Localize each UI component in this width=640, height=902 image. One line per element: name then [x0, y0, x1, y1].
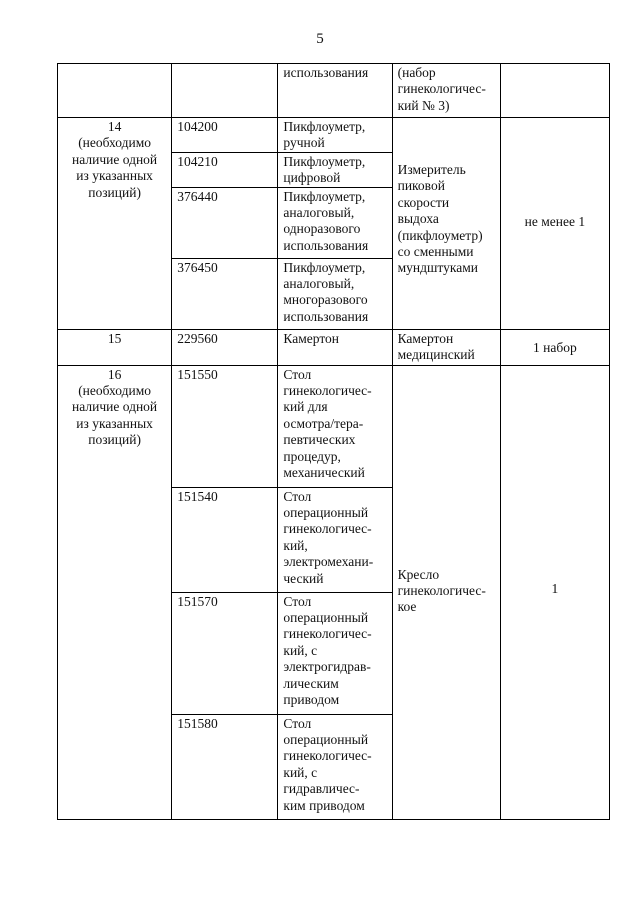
- cell-code: [172, 258, 278, 329]
- name-line: ческий: [283, 570, 324, 586]
- row-note: позиций): [88, 184, 141, 200]
- name-line: Стол: [283, 366, 312, 382]
- row-note: из указанных: [76, 168, 153, 184]
- cell-name: [278, 64, 392, 118]
- row-note: позиций): [88, 432, 141, 448]
- name-line: осмотра/тера-: [283, 415, 364, 431]
- name-line: операционный: [283, 610, 369, 626]
- name-line: певтических: [283, 432, 356, 448]
- name-line: ким приводом: [283, 797, 365, 813]
- table-row-14: [58, 118, 610, 153]
- page-number: 5: [316, 31, 324, 47]
- name-line: электрогидрав-: [283, 659, 371, 675]
- row-number: 15: [107, 330, 122, 346]
- name-line: операционный: [283, 732, 369, 748]
- table-row-16: [58, 365, 610, 487]
- code-text: 104200: [177, 119, 218, 134]
- name-line: гинекологичес-: [283, 521, 372, 537]
- cell-name: [278, 487, 392, 592]
- cell-code: [172, 365, 278, 487]
- row-number: 14: [107, 119, 122, 134]
- name-line: кий для: [283, 399, 328, 415]
- cell-name: [278, 365, 392, 487]
- name-line: гинекологичес-: [283, 626, 372, 642]
- cell-type: [392, 118, 500, 330]
- row-note: (необходимо: [78, 383, 151, 399]
- cell-type: [392, 365, 500, 819]
- code-text: 151550: [177, 366, 218, 382]
- quantity-text: не менее 1: [524, 214, 586, 229]
- cell-quantity: [500, 329, 609, 365]
- name-line: лическим: [283, 675, 339, 691]
- cell-name: [278, 258, 392, 329]
- type-line: со сменными: [397, 244, 474, 260]
- name-line: операционный: [283, 505, 369, 521]
- code-text: 376450: [177, 259, 218, 275]
- type-line: скорости: [397, 194, 450, 210]
- name-line: гинекологичес-: [283, 383, 372, 399]
- cell-name: [278, 187, 392, 258]
- type-line: гинекологичес-: [397, 81, 486, 97]
- type-line: выдоха: [397, 211, 439, 227]
- name-line: электромехани-: [283, 554, 374, 570]
- cell-type: [392, 329, 500, 365]
- name-text: использования: [283, 65, 369, 80]
- name-line: приводом: [283, 692, 340, 708]
- code-text: 229560: [177, 330, 218, 346]
- type-line: Измеритель: [397, 162, 466, 177]
- type-line: мундштуками: [397, 260, 478, 276]
- row-note: наличие одной: [72, 151, 158, 167]
- name-line: Стол: [283, 715, 312, 731]
- cell-code: [172, 714, 278, 819]
- type-line: Камертон: [397, 330, 454, 346]
- name-text: Камертон: [283, 330, 340, 346]
- cell-quantity: [500, 64, 609, 118]
- name-line: одноразового: [283, 221, 361, 237]
- name-line: цифровой: [283, 170, 341, 186]
- cell-type: [392, 64, 500, 118]
- row-note: из указанных: [76, 415, 153, 431]
- cell-code: [172, 329, 278, 365]
- type-line: гинекологичес-: [397, 583, 486, 599]
- name-line: Пикфлоуметр,: [283, 259, 366, 275]
- name-line: ручной: [283, 135, 325, 151]
- cell-number: [58, 118, 172, 330]
- type-line: Кресло: [397, 566, 440, 582]
- name-line: кий, с: [283, 642, 318, 658]
- cell-name: [278, 714, 392, 819]
- cell-quantity: [500, 365, 609, 819]
- table-row-continuation: [58, 64, 610, 118]
- name-line: аналоговый,: [283, 276, 355, 292]
- cell-code: [172, 487, 278, 592]
- cell-code: [172, 592, 278, 714]
- code-text: 151580: [177, 715, 218, 731]
- cell-number: [58, 329, 172, 365]
- quantity-text: 1 набор: [533, 339, 577, 355]
- type-line: (набор: [397, 65, 436, 80]
- cell-code: [172, 118, 278, 153]
- cell-code: [172, 64, 278, 118]
- name-line: Пикфлоуметр,: [283, 188, 366, 204]
- name-line: кий,: [283, 537, 308, 553]
- type-line: (пикфлоуметр): [397, 227, 483, 243]
- quantity-text: 1: [551, 580, 559, 596]
- row-note: наличие одной: [72, 399, 158, 415]
- cell-number: [58, 365, 172, 819]
- code-text: 151540: [177, 488, 218, 504]
- code-text: 376440: [177, 188, 218, 204]
- type-line: кое: [397, 599, 417, 615]
- cell-name: [278, 329, 392, 365]
- type-line: пиковой: [397, 178, 445, 194]
- name-line: процедур,: [283, 448, 341, 464]
- name-line: кий, с: [283, 764, 318, 780]
- cell-number: [58, 64, 172, 118]
- cell-code: [172, 152, 278, 187]
- name-line: Пикфлоуметр,: [283, 153, 366, 169]
- row-note: (необходимо: [78, 135, 151, 151]
- name-line: гидравличес-: [283, 781, 360, 797]
- type-line: медицинский: [397, 347, 475, 363]
- name-line: использования: [283, 308, 369, 324]
- cell-name: [278, 118, 392, 153]
- name-line: Стол: [283, 488, 312, 504]
- code-text: 104210: [177, 153, 218, 169]
- type-line: кий № 3): [397, 97, 450, 113]
- name-line: использования: [283, 237, 369, 253]
- name-line: Пикфлоуметр,: [283, 119, 366, 134]
- table-row-15: [58, 329, 610, 365]
- cell-name: [278, 152, 392, 187]
- cell-quantity: [500, 118, 609, 330]
- name-line: механический: [283, 465, 365, 481]
- name-line: гинекологичес-: [283, 748, 372, 764]
- cell-code: [172, 187, 278, 258]
- row-number: 16: [107, 366, 122, 382]
- name-line: Стол: [283, 593, 312, 609]
- name-line: многоразового: [283, 292, 368, 308]
- code-text: 151570: [177, 593, 218, 609]
- cell-name: [278, 592, 392, 714]
- equipment-table: [57, 63, 610, 820]
- name-line: аналоговый,: [283, 205, 355, 221]
